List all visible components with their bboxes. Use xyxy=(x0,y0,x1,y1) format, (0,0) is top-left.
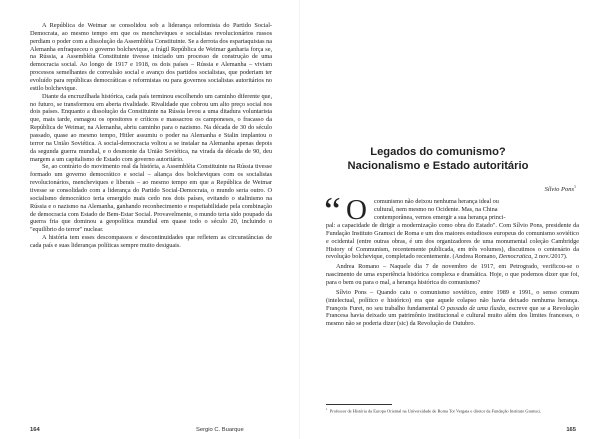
chapter-title-line-1: Legados do comunismo? xyxy=(370,146,506,158)
interview-answer xyxy=(326,289,579,328)
right-page-body xyxy=(326,222,579,328)
page-gutter xyxy=(299,0,300,439)
footnote-marker: 1 xyxy=(326,407,328,411)
footnote xyxy=(326,407,579,414)
drop-line-1: comunismo não deixou nenhuma herança ideal ou xyxy=(374,198,499,205)
author-name: Sílvio Pons xyxy=(544,186,574,194)
drop-line-3: contemporânea, vemos emergir a sua herança princi- xyxy=(374,214,506,221)
answer-italic-title: O passado de uma ilusão xyxy=(440,304,506,312)
opening-quote-mark: “ xyxy=(324,190,341,232)
author-note-marker: 1 xyxy=(574,184,576,189)
chapter-title xyxy=(292,145,584,173)
left-paragraph-2: Diante da encruzilhada histórica, cada país terminou escolhendo um caminho diferente que, no futuro, se transformou em aberta rivalidade. Rivalidade que cobrou um alto preço social nos dois países. Enquanto a dissolução da Constituinte na Rússia levou a uma ditadura voluntarista que, mais tarde, esmagou os opositores e críticos e massacrou os camponeses, o fracasso da República de Weimar, na Alemanha, abriu caminho para o nazismo. Na década de 30 do século passado, quase ao mesmo tempo, Hitler assumiu o poder na Alemanha e Stalin implantou o terror na União Soviética. A social-democracia voltou a se instalar na Alemanha apenas depois da segunda guerra mundial, e o desmonte da União Soviética, na virada da década de 90, deu margem a um capitalismo de Estado com governo autoritário. xyxy=(30,92,272,163)
interview-question: Andrea Romano – Naquele dia 7 de novembro de 1917, em Petrogrado, verificou-se o nascimento de uma experiência histórica complexa e dramática. Hoje, o que podemos dizer que foi, para o bem ou para o mal, a herança histórica do comunismo? xyxy=(326,263,579,287)
drop-cap: O xyxy=(346,194,367,226)
right-page-number: 165 xyxy=(566,427,576,433)
intro-italic-title: Democratica xyxy=(498,253,532,261)
intro-text: pal: a capacidade de dirigir a modernização como obra do Estado". Com Sílvio Pons, presidente da Fundação Instituto Gramsci de Roma e um dos maiores estudiosos europeus do comunismo soviético e ocidental (entre outras obras, é um dos organizadores de uma monumental coleção Cambridge History of Communism, recentemente publicada, em três volumes), discutimos o centenário da revolução bolchevique, completado recentemente. (Andrea Romano, xyxy=(326,222,579,261)
left-paragraph-3: Se, ao contrário do movimento real da história, a Assembléia Constituinte na Rússia tivesse formado um governo democrático e social – aliança dos bolcheviques com os socialistas revolucionários, mencheviques e liberais – ao mesmo tempo em que a República de Weimar tivesse se consolidado com a liderança do Partido Social-Democrata, o mundo seria outro. O socialismo democrático teria emergido mais cedo nos dois países, evitando o stalinismo na Rússia e o nazismo na Alemanha, ganhando reconhecimento e respeitabilidade pela combinação de democracia com Estado de Bem-Estar Social. Provavelmente, o mundo teria sido poupado da guerra fria que dominou a geopolítica mundial em quase todo o século 20, incluindo o "equilíbrio do terror" nuclear. xyxy=(30,163,272,234)
drop-line-2: cultural, nem mesmo no Ocidente. Mas, na China xyxy=(374,206,498,213)
left-page-number: 164 xyxy=(30,427,40,433)
intro-paragraph-continuation xyxy=(326,222,579,261)
answer-text-end: , escreve que se a Revolução Francesa havia deixado um patrimônio institucional e cultural muito além dos limites franceses, o mesmo não se poderia dizer (sic) da Revolução de Outubro. xyxy=(326,304,579,328)
footnote-rule xyxy=(326,404,392,405)
footnote-text: Professor de História da Europa Oriental na Universidade de Roma Tor Vergata e diretor da Fundação Instituto Gramsci. xyxy=(329,408,542,414)
chapter-author xyxy=(545,184,576,193)
chapter-title-line-2: Nacionalismo e Estado autoritário xyxy=(347,160,529,172)
intro-text-end: , 2 nov./2017). xyxy=(531,253,568,261)
left-running-footer: Sergio C. Buarque xyxy=(196,427,244,433)
left-paragraph-4: A história tem esses descompassos e descontinuidades que refletem as circunstâncias de cada país e suas lideranças políticas sempre muito desiguais. xyxy=(30,234,272,250)
answer-text: Sílvio Pons – Quando caiu o comunismo soviético, entre 1989 e 1991, o senso comum (intelectual, político e histórico) era que aquele colapso não havia deixado nenhuma herança. François Furet, no seu trabalho fundamental xyxy=(326,288,579,312)
left-page-body xyxy=(30,22,272,250)
left-paragraph-1: A República de Weimar se consolidou sob a liderança reformista do Partido Social-Democrata, ao mesmo tempo em que os mencheviques e socialistas revolucionários russos perdiam o poder com a dissolução da Assembléia Constituinte. Se a derrota dos espartaquistas na Alemanha enfraqueceu o governo bolchevique, a frágil República de Weimar ganharia força se, na Rússia, a Assembléia Constituinte tivesse iniciado um processo de construção de uma democracia social. Ao longo de 1917 e 1918, os dois países – Rússia e Alemanha – viviam processos semelhantes de convulsão social e avanço dos partidos socialistas, que poderiam ter evoluído para repúblicas democráticas e reformistas ou para governos socialistas autoritários no estilo bolchevique. xyxy=(30,22,272,92)
